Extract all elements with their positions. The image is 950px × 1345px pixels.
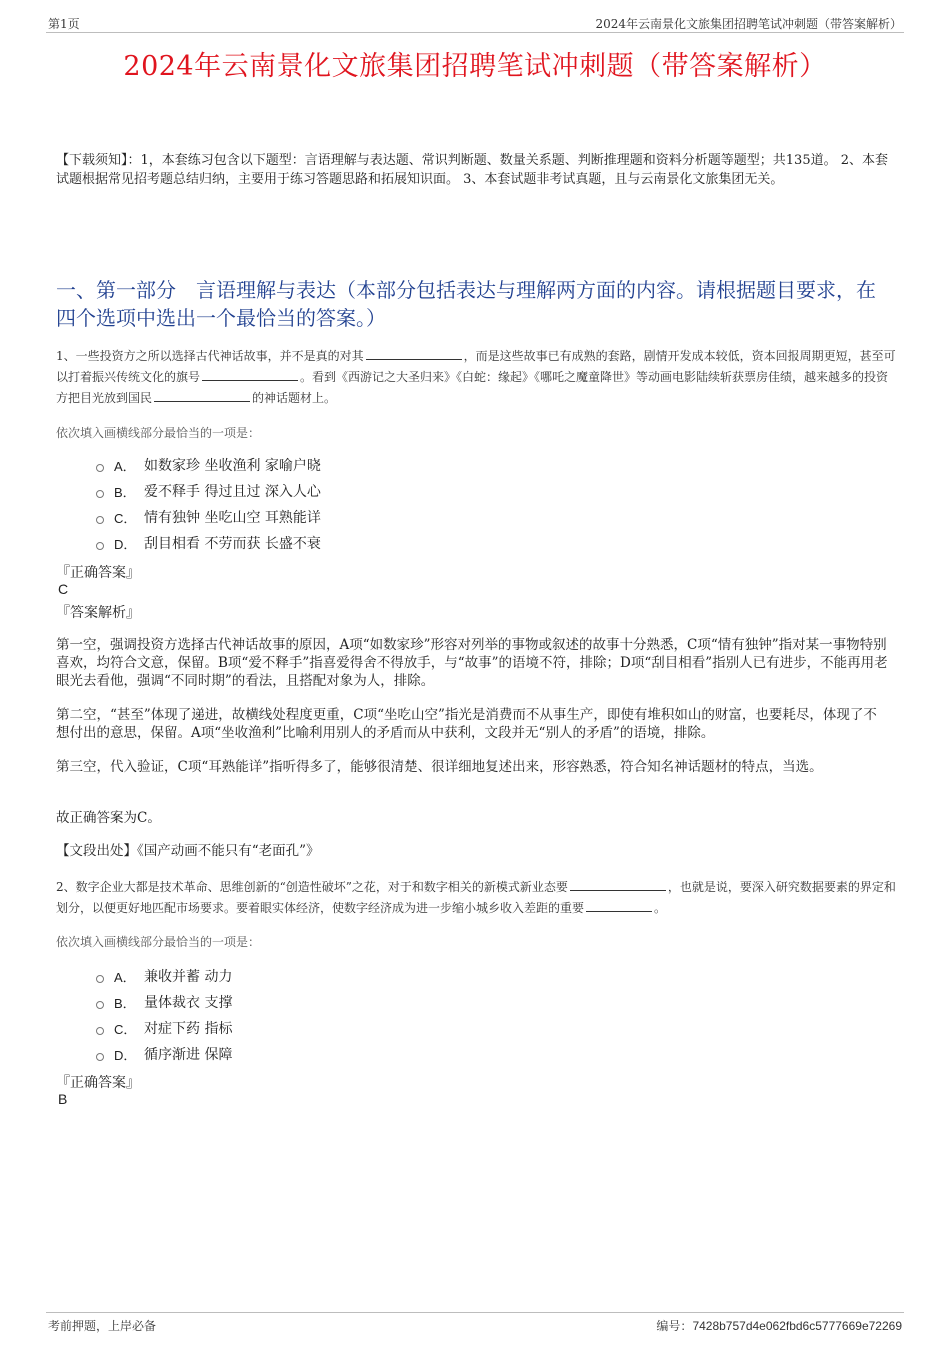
analysis-conclusion: 故正确答案为C。 — [56, 810, 161, 826]
answer-value: B — [58, 1091, 68, 1107]
page-header — [46, 14, 904, 33]
source-citation: 【文段出处】《国产动画不能只有“老面孔”》 — [56, 843, 320, 859]
analysis-label: 『答案解析』 — [56, 605, 140, 621]
page-number: 第1页 — [48, 17, 80, 31]
q1-text-part: 的神话题材上。 — [252, 391, 337, 405]
question-1-stem — [56, 346, 898, 409]
answer-label: 『正确答案』 — [56, 1075, 140, 1091]
option-text: 如数家珍 坐收渔利 家喻户晓 — [144, 458, 321, 474]
option-d[interactable]: D． 刮目相看 不劳而获 长盛不衰 — [96, 530, 321, 556]
q2-text-part: ，也就是说，要深入研究数据要素的界定和划分，以便更好地匹配市场要求。要着眼实体经济，使数字经济成为进一步缩小城乡收入差距的重要 — [56, 880, 896, 915]
option-a[interactable]: A． 兼收并蓄 动力 — [96, 963, 232, 989]
blank-line — [154, 388, 250, 402]
option-c[interactable]: C． 情有独钟 坐吃山空 耳熟能详 — [96, 504, 321, 530]
radio-icon[interactable] — [96, 1001, 104, 1009]
q1-instruction: 依次填入画横线部分最恰当的一项是： — [56, 426, 261, 440]
radio-icon[interactable] — [96, 490, 104, 498]
footer-code — [656, 1317, 902, 1334]
q1-options — [96, 452, 321, 556]
radio-icon[interactable] — [96, 1027, 104, 1035]
radio-icon[interactable] — [96, 464, 104, 472]
option-a[interactable]: A． 如数家珍 坐收渔利 家喻户晓 — [96, 452, 321, 478]
q2-text-part: 2、数字企业大都是技术革命、思维创新的“创造性破坏”之花，对于和数字相关的新模式新业态要 — [56, 880, 568, 894]
blank-line — [570, 877, 666, 891]
blank-line — [366, 346, 462, 360]
option-text: 对症下药 指标 — [144, 1021, 233, 1037]
q2-options — [96, 963, 232, 1067]
document-title: 2024年云南景化文旅集团招聘笔试冲刺题（带答案解析） — [123, 51, 827, 82]
option-text: 量体裁衣 支撑 — [144, 995, 233, 1011]
footer-slogan: 考前押题，上岸必备 — [48, 1319, 157, 1333]
page-footer — [46, 1312, 904, 1335]
header-doc-title: 2024年云南景化文旅集团招聘笔试冲刺题（带答案解析） — [595, 17, 902, 31]
q1-text-part: ，而是这些故事已有成熟的套路，剧情开发成本较低，资本回报周期更短，甚至可以打着振兴传统文化的旗号 — [56, 349, 896, 384]
q1-text-part: 1、一些投资方之所以选择古代神话故事，并不是真的对其 — [56, 349, 364, 363]
answer-value: C — [58, 581, 69, 597]
option-text: 刮目相看 不劳而获 长盛不衰 — [144, 536, 321, 552]
option-text: 情有独钟 坐吃山空 耳熟能详 — [144, 510, 321, 526]
download-notice: 【下载须知】：1，本套练习包含以下题型：言语理解与表达题、常识判断题、数量关系题、判断推理题和资料分析题等题型；共135道。 2、本套试题根据常见招考题总结归纳，主要用于练习答题思路和拓展知识面。 3、本套试题非考试真题，且与云南景化文旅集团无关。 — [56, 153, 888, 187]
option-text: 爱不释手 得过且过 深入人心 — [144, 484, 321, 500]
radio-icon[interactable] — [96, 1053, 104, 1061]
option-b[interactable]: B． 量体裁衣 支撑 — [96, 989, 232, 1015]
option-c[interactable]: C． 对症下药 指标 — [96, 1015, 232, 1041]
blank-line — [202, 367, 298, 381]
q2-instruction: 依次填入画横线部分最恰当的一项是： — [56, 935, 261, 949]
answer-label: 『正确答案』 — [56, 565, 140, 581]
analysis-paragraph: 第三空，代入验证，C项“耳熟能详”指听得多了，能够很清楚、很详细地复述出来，形容熟悉，符合知名神话题材的特点，当选。 — [56, 759, 823, 775]
option-b[interactable]: B． 爱不释手 得过且过 深入人心 — [96, 478, 321, 504]
option-text: 循序渐进 保障 — [144, 1047, 233, 1063]
blank-line — [586, 898, 652, 912]
radio-icon[interactable] — [96, 516, 104, 524]
footer-code-label: 编号： — [656, 1319, 693, 1333]
question-2-stem — [56, 877, 898, 919]
analysis-paragraph: 第一空，强调投资方选择古代神话故事的原因，A项“如数家珍”形容对列举的事物或叙述的故事十分熟悉，C项“情有独钟”指对某一事物特别喜欢，均符合文意，保留。B项“爱不释手”指喜爱得舍不得放手，与“故事”的语境不符，排除；D项“刮目相看”指别人已有进步，不能再用老眼光去看他，强调“不同时期”的看法，且搭配对象为人，排除。 — [56, 637, 888, 689]
radio-icon[interactable] — [96, 542, 104, 550]
q1-text-part: 。看到《西游记之大圣归来》《白蛇：缘起》《哪吒之魔童降世》等动画电影陆续斩获票房佳绩，越来越多的投资方把目光放到国民 — [56, 370, 889, 405]
q2-text-part: 。 — [654, 901, 667, 915]
footer-code-value: 7428b757d4e062fbd6c5777669e72269 — [692, 1319, 902, 1333]
radio-icon[interactable] — [96, 975, 104, 983]
section-heading: 一、第一部分 言语理解与表达（本部分包括表达与理解两方面的内容。请根据题目要求，在四个选项中选出一个最恰当的答案。） — [56, 278, 876, 330]
option-d[interactable]: D． 循序渐进 保障 — [96, 1041, 232, 1067]
option-text: 兼收并蓄 动力 — [144, 969, 233, 985]
analysis-paragraph: 第二空，“甚至”体现了递进，故横线处程度更重，C项“坐吃山空”指光是消费而不从事生产，即使有堆积如山的财富，也要耗尽，体现了不想付出的意思，保留。A项“坐收渔利”比喻利用别人的矛盾而从中获利，文段并无“别人的矛盾”的语境，排除。 — [56, 707, 877, 741]
